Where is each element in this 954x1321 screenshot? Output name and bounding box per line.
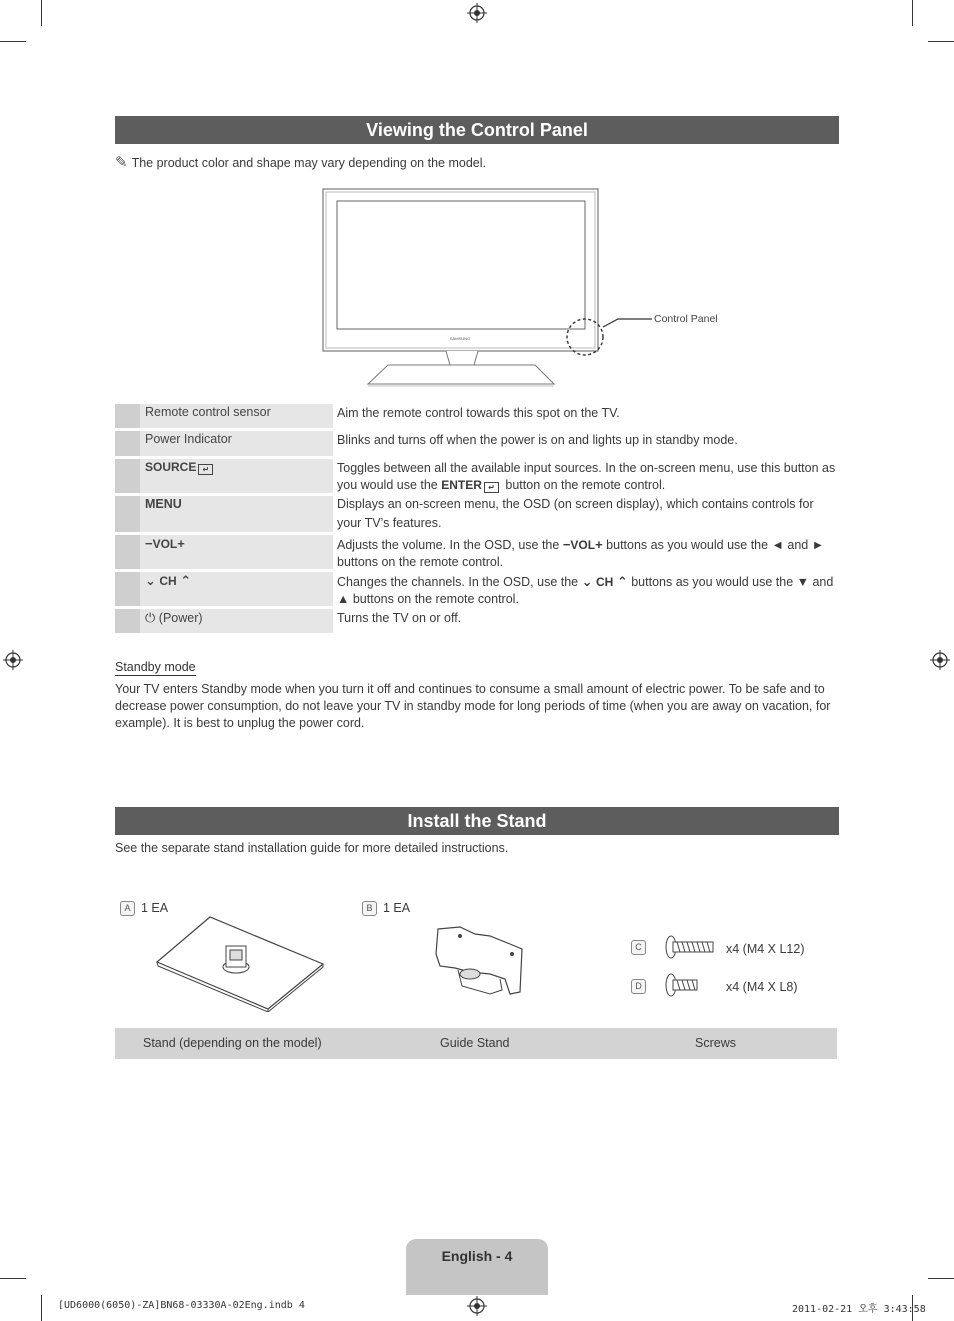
plus-icon: +	[595, 537, 603, 552]
enter-icon: ↵	[484, 482, 499, 493]
minus-icon: −	[562, 537, 571, 552]
page-number-tab: English - 4	[406, 1239, 548, 1295]
screw-short-icon	[663, 972, 703, 998]
tv-brand-text: SAMSUNG	[449, 336, 471, 341]
control-name: ⏻ (Power)	[140, 609, 333, 633]
control-panel-callout: Control Panel	[654, 313, 718, 325]
power-icon: ⏻	[145, 610, 156, 625]
part-label-guide-stand: Guide Stand	[440, 1036, 510, 1050]
pencil-note-icon: ✎	[115, 154, 128, 171]
registration-mark-icon	[467, 3, 487, 23]
section-title-control-panel: Viewing the Control Panel	[115, 116, 839, 144]
control-name: −VOL+	[140, 535, 333, 569]
control-panel-table	[115, 404, 839, 636]
part-c	[631, 940, 652, 955]
control-name: SOURCE ↵	[140, 459, 333, 493]
control-description: Turns the TV on or off.	[337, 611, 462, 625]
part-d-qty: x4 (M4 X L8)	[726, 980, 798, 994]
control-name: Remote control sensor	[140, 404, 333, 428]
file-slug: [UD6000(6050)-ZA]BN68-03330A-02Eng.indb 4	[58, 1300, 305, 1311]
stand-note: See the separate stand installation guide for more detailed instructions.	[115, 841, 509, 855]
table-row	[115, 431, 839, 456]
part-d	[631, 979, 652, 994]
control-description: Blinks and turns off when the power is on and lights up in standby mode.	[337, 433, 738, 447]
chevron-up-icon: ⌃	[180, 573, 192, 588]
screw-long-icon	[663, 934, 717, 960]
table-row	[115, 609, 839, 633]
standby-heading: Standby mode	[115, 660, 196, 674]
part-b-qty: B 1 EA	[362, 901, 410, 916]
badge-c: C	[631, 940, 646, 955]
guide-stand-illustration	[430, 924, 530, 999]
badge-d: D	[631, 979, 646, 994]
part-a-qty: A 1 EA	[120, 901, 168, 916]
badge-b: B	[362, 901, 377, 916]
crop-mark	[0, 1278, 26, 1279]
registration-mark-icon	[930, 650, 950, 670]
control-description: Aim the remote control towards this spot on the TV.	[337, 406, 620, 420]
crop-mark	[0, 41, 26, 42]
enter-icon: ↵	[198, 464, 213, 475]
part-label-screws: Screws	[695, 1036, 736, 1050]
control-name: ⌄ CH ⌃	[140, 572, 333, 606]
chevron-down-icon: ⌄	[581, 574, 593, 589]
part-label-stand: Stand (depending on the model)	[143, 1036, 322, 1050]
registration-mark-icon	[467, 1296, 487, 1316]
crop-mark	[41, 0, 42, 26]
section-title-install-stand: Install the Stand	[115, 807, 839, 835]
table-row	[115, 572, 839, 606]
crop-mark	[912, 0, 913, 26]
badge-a: A	[120, 901, 135, 916]
tv-illustration	[318, 185, 738, 390]
control-description: Toggles between all the available input sources. In the on-screen menu, use this button as you would use the ENTER ↵ button on the remote control.	[337, 461, 836, 492]
control-description: Displays an on-screen menu, the OSD (on screen display), which contains controls for your TV’s features.	[337, 497, 814, 530]
table-row	[115, 404, 839, 428]
date-slug: 2011-02-21 오후 3:43:58	[792, 1304, 926, 1315]
standby-text: Your TV enters Standby mode when you turn it off and continues to consume a small amount of electric power. To be safe and to decrease power consumption, do not leave your TV in standby mode for long periods of time (when you are away on vacation, for example). It is best to unplug the power cord.	[115, 682, 831, 730]
crop-mark	[928, 1278, 954, 1279]
crop-mark	[928, 41, 954, 42]
parts-label-bar	[115, 1028, 837, 1059]
model-note: ✎ The product color and shape may vary depending on the model.	[115, 154, 486, 171]
table-row	[115, 496, 839, 532]
control-description: Adjusts the volume. In the OSD, use the −VOL+ buttons as you would use the ◄ and ► buttons on the remote control.	[337, 537, 825, 569]
control-name: Power Indicator	[140, 431, 333, 456]
registration-mark-icon	[3, 650, 23, 670]
table-row	[115, 459, 839, 493]
minus-icon: −	[145, 536, 153, 551]
control-name: MENU	[140, 496, 333, 532]
chevron-up-icon: ⌃	[616, 574, 628, 589]
part-c-qty: x4 (M4 X L12)	[726, 942, 805, 956]
table-row	[115, 535, 839, 569]
stand-base-illustration	[150, 912, 330, 1012]
plus-icon: +	[177, 536, 185, 551]
crop-mark	[41, 1295, 42, 1321]
chevron-down-icon: ⌄	[145, 573, 156, 588]
control-description: Changes the channels. In the OSD, use the ⌄ CH ⌃ buttons as you would use the ▼ and ▲ buttons on the remote control.	[337, 574, 834, 606]
